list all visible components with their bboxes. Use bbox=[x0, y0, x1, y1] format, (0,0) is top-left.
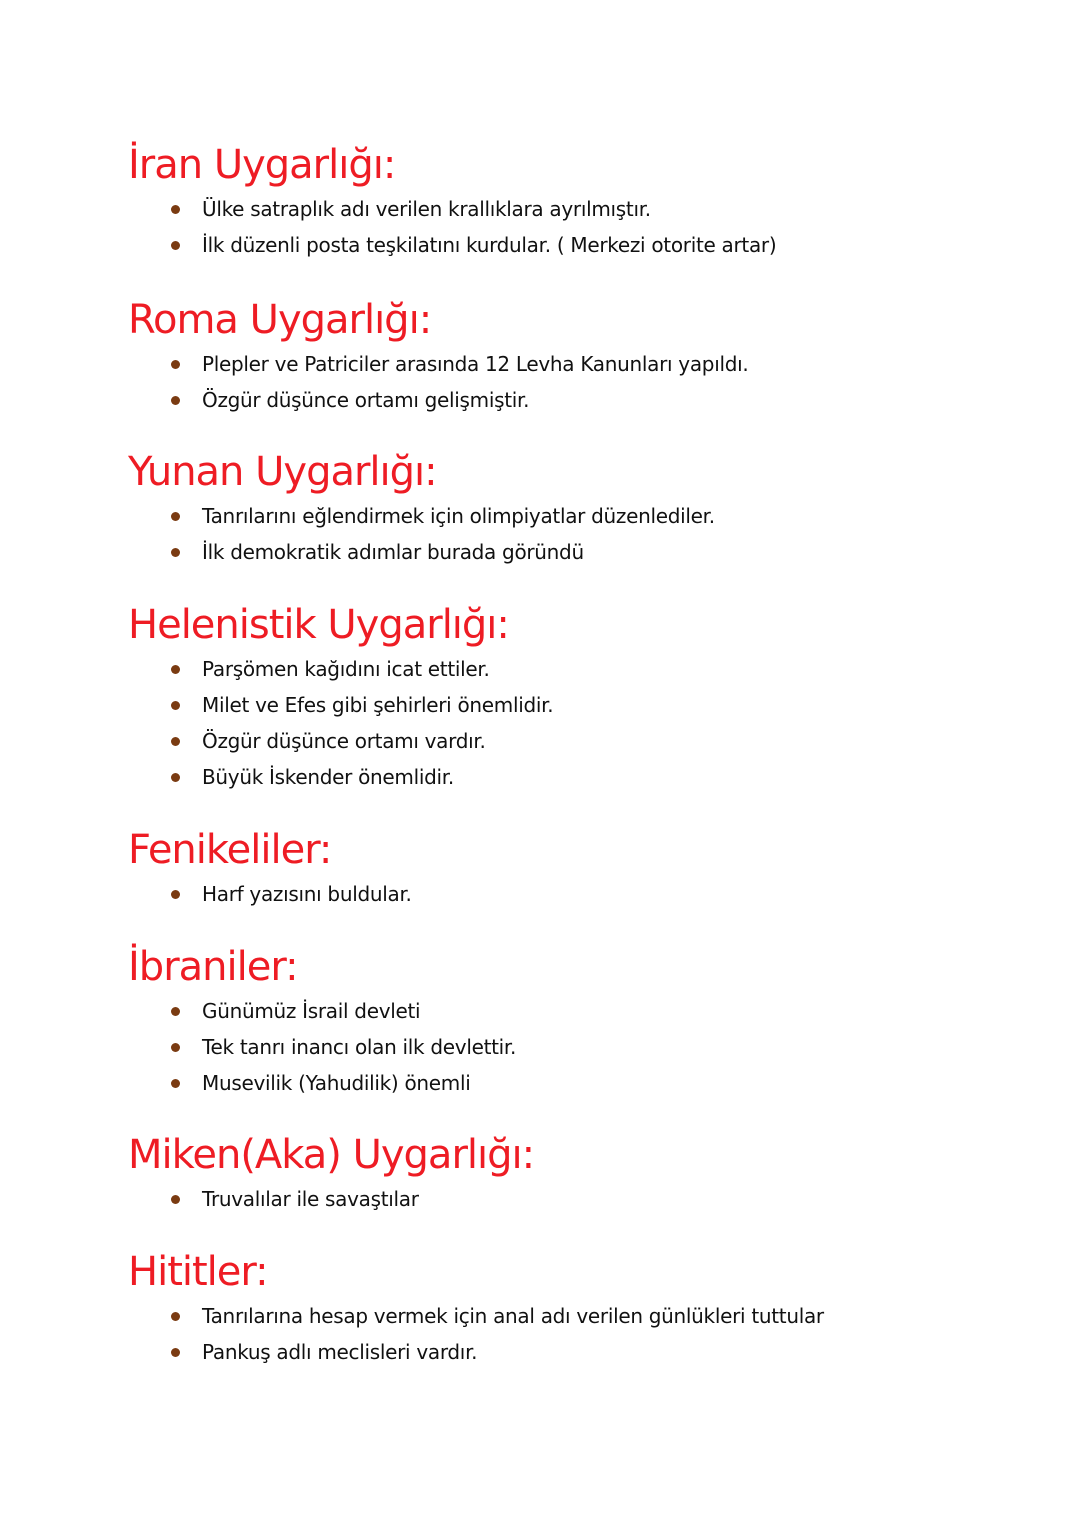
bullet-list bbox=[128, 651, 1028, 795]
bullet-icon bbox=[171, 1007, 180, 1016]
section-ibraniler bbox=[128, 941, 1028, 1101]
list-item: Pankuş adlı meclisleri vardır. bbox=[128, 1334, 1028, 1370]
section-heading: Miken(Aka) Uygarlığı: bbox=[128, 1132, 535, 1178]
section-roma bbox=[128, 294, 1028, 418]
bullet-icon bbox=[171, 665, 180, 674]
bullet-icon bbox=[171, 1348, 180, 1357]
list-item: Parşömen kağıdını icat ettiler. bbox=[128, 651, 1028, 687]
section-yunan bbox=[128, 446, 1028, 570]
list-item: Ülke satraplık adı verilen krallıklara ayrılmıştır. bbox=[128, 191, 1028, 227]
bullet-icon bbox=[171, 890, 180, 899]
section-miken bbox=[128, 1129, 1028, 1217]
section-iran bbox=[128, 139, 1028, 263]
list-item: İlk demokratik adımlar burada göründü bbox=[128, 534, 1028, 570]
section-heading: Roma Uygarlığı: bbox=[128, 297, 432, 343]
list-item: Truvalılar ile savaştılar bbox=[128, 1181, 1028, 1217]
bullet-list bbox=[128, 1298, 1028, 1370]
bullet-icon bbox=[171, 1043, 180, 1052]
bullet-list bbox=[128, 191, 1028, 263]
bullet-icon bbox=[171, 360, 180, 369]
list-item: Günümüz İsrail devleti bbox=[128, 993, 1028, 1029]
list-item: Musevilik (Yahudilik) önemli bbox=[128, 1065, 1028, 1101]
list-item: Milet ve Efes gibi şehirleri önemlidir. bbox=[128, 687, 1028, 723]
bullet-list bbox=[128, 876, 1028, 912]
bullet-icon bbox=[171, 1079, 180, 1088]
section-fenikeliler bbox=[128, 824, 1028, 912]
bullet-icon bbox=[171, 1312, 180, 1321]
list-item: Özgür düşünce ortamı vardır. bbox=[128, 723, 1028, 759]
section-heading: Helenistik Uygarlığı: bbox=[128, 602, 509, 648]
bullet-list bbox=[128, 498, 1028, 570]
list-item: Büyük İskender önemlidir. bbox=[128, 759, 1028, 795]
list-item: Tek tanrı inancı olan ilk devlettir. bbox=[128, 1029, 1028, 1065]
bullet-icon bbox=[171, 205, 180, 214]
section-helenistik bbox=[128, 599, 1028, 795]
section-heading: Yunan Uygarlığı: bbox=[128, 449, 437, 495]
section-heading: Hititler: bbox=[128, 1249, 268, 1295]
section-hititler bbox=[128, 1246, 1028, 1370]
bullet-icon bbox=[171, 1195, 180, 1204]
bullet-list bbox=[128, 346, 1028, 418]
list-item: İlk düzenli posta teşkilatını kurdular. ( Merkezi otorite artar) bbox=[128, 227, 1028, 263]
list-item: Tanrılarına hesap vermek için anal adı verilen günlükleri tuttular bbox=[128, 1298, 1028, 1334]
bullet-list bbox=[128, 993, 1028, 1101]
bullet-icon bbox=[171, 241, 180, 250]
section-heading: İbraniler: bbox=[128, 944, 298, 990]
bullet-icon bbox=[171, 701, 180, 710]
list-item: Özgür düşünce ortamı gelişmiştir. bbox=[128, 382, 1028, 418]
bullet-icon bbox=[171, 548, 180, 557]
list-item: Plepler ve Patriciler arasında 12 Levha Kanunları yapıldı. bbox=[128, 346, 1028, 382]
bullet-icon bbox=[171, 773, 180, 782]
bullet-icon bbox=[171, 512, 180, 521]
list-item: Harf yazısını buldular. bbox=[128, 876, 1028, 912]
bullet-icon bbox=[171, 396, 180, 405]
list-item: Tanrılarını eğlendirmek için olimpiyatlar düzenlediler. bbox=[128, 498, 1028, 534]
section-heading: Fenikeliler: bbox=[128, 827, 332, 873]
bullet-icon bbox=[171, 737, 180, 746]
section-heading: İran Uygarlığı: bbox=[128, 142, 396, 188]
bullet-list bbox=[128, 1181, 1028, 1217]
